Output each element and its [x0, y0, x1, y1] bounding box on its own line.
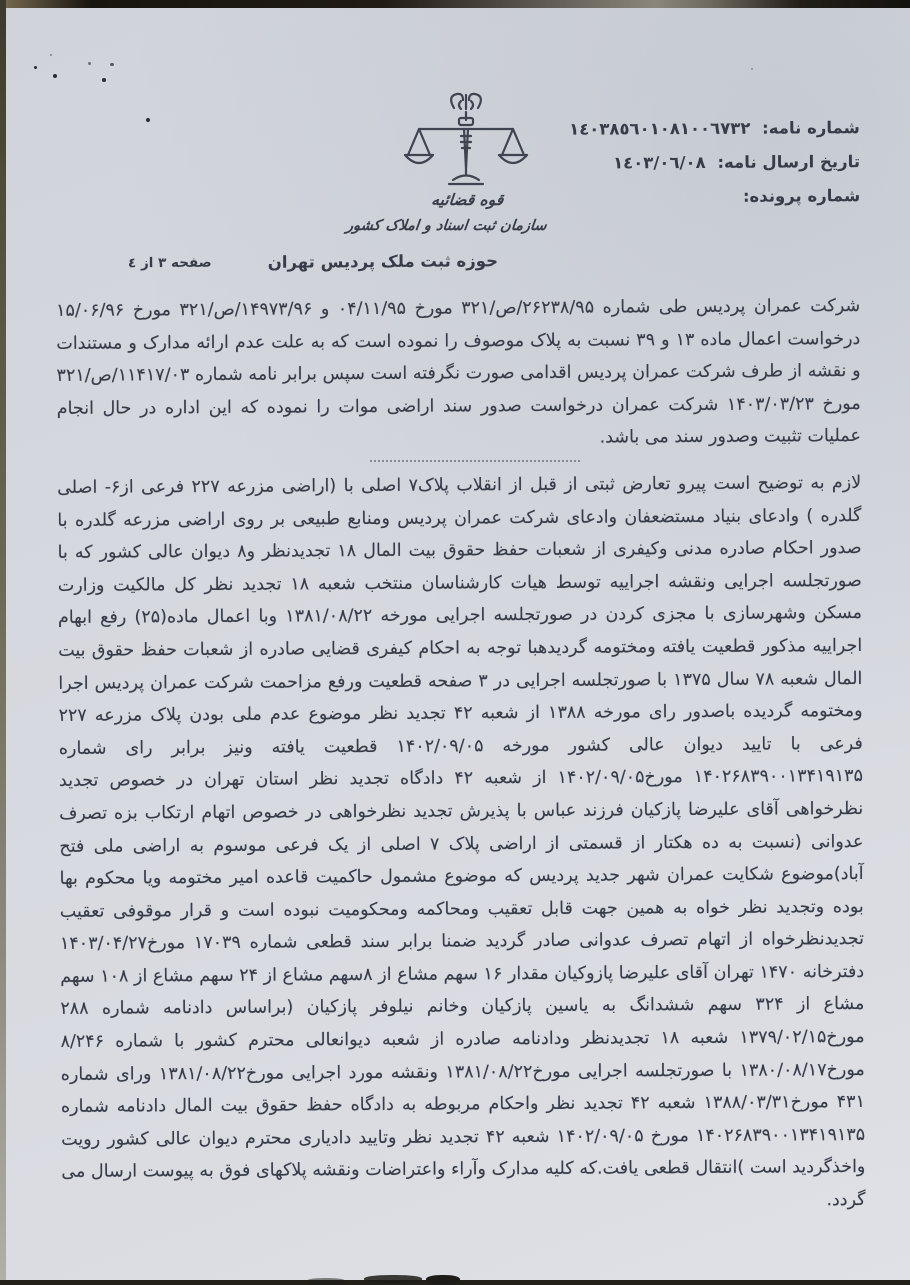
- paper-speck: [110, 63, 114, 66]
- send-date-line: [530, 145, 860, 181]
- body-paragraph-1: شرکت عمران پردیس طی شماره ۲۶۲۳۸/۹۵/ص/۳۲۱ مورخ ۰۴/۱۱/۹۵ و ۱۴۹۷۳/۹۶/ص/۳۲۱ مورخ ۱۵/۰۶/۹۶ درخواست اعمال ماده ۱۳ و ۳۹ نسبت به پلاک موصوف را نموده است که به علت عدم ارائه مدارک و مستندات و نقشه از طرف شرکت عمران پردیس اقدامی صورت نگرفته است سپس برابر نامه شماره ۱۱۴۱۷/۰۳/ص/۳۲۱ مورخ ۱۴۰۳/۰۳/۲۳ شرکت عمران درخواست صدور سند اراضی موات را نموده که این اداره در حال انجام عملیات تثبیت وصدور سند می باشد.: [56, 290, 861, 458]
- case-number-line: [530, 179, 860, 215]
- letter-number-value: ١٤٠٣٨٥٦٠١٠٨١٠٠٦٧٣٢: [569, 119, 750, 139]
- scan-artifact-bottom-mark: [364, 1275, 422, 1283]
- paper-speck: [102, 78, 106, 82]
- registry-office-title: حوزه ثبت ملک پردیس تهران: [278, 251, 498, 272]
- paper-speck: [751, 68, 753, 70]
- judiciary-letterhead-logo: [384, 92, 548, 236]
- letter-body: [56, 290, 866, 1222]
- scales-of-justice-icon: [384, 92, 548, 190]
- body-paragraph-2: لازم به توضیح است پیرو تعارض ثبتی از قبل از انقلاب پلاک۷ اصلی با (اراضی مزرعه ۲۲۷ فرعی از۶- اصلی گلدره ) وادعای بنیاد مستضعفان وادعای شرکت عمران پردیس ومنابع طبیعی بر روی اراضی مزرعه گلدره با صدور احکام صادره مدنی وکیفری از شعبات حفظ حقوق بیت المال ۱۸ تجدیدنظر و۸ دیوان عالی کشور که با صورتجلسه اجرایی ونقشه اجراییه توسط هیات کارشناسان منتخب شعبه ۱۸ تجدید نظر کل مالکیت وزارت مسکن وشهرسازی با مجزی کردن در صورتجلسه اجرایی مورخه ۱۳۸۱/۰۸/۲۲ وبا اعمال ماده(۲۵) رفع ابهام اجراییه مذکور قطعیت یافته ومختومه گردیدهبا توجه به احکام کیفری قضایی صادره از شعبات حفظ حقوق بیت المال شعبه ۷۸ سال ۱۳۷۵ با صورتجلسه اجرایی در ۳ صفحه قطعیت ورفع مزاحمت شرکت عمران پردیس اجرا ومختومه گردیده باصدور رای مورخه ۱۳۸۸ از شعبه ۴۲ تجدید نظر موضوع عدم ملی بودن پلاک مزرعه ۲۲۷ فرعی با تایید دیوان عالی کشور مورخه ۱۴۰۲/۰۹/۰۵ قطعیت یافته ونیز برابر رای شماره ۱۴۰۲۶۸۳۹۰۰۱۳۴۱۹۱۳۵ مورخ۱۴۰۲/۰۹/۰۵ از شعبه ۴۲ دادگاه تجدید نظر استان تهران در خصوص تجدید نظرخواهی آقای علیرضا پازکیان فرزند عباس با پذیرش تجدید نظرخواهی در خصوص اتهام ارتکاب بزه تصرف عدوانی (نسبت به ده هکتار از قسمتی از اراضی پلاک ۷ اصلی از یک فرعی موسوم به اراضی ملی فتح آباد)موضوع شکایت عمران شهر جدید پردیس که موضوع مشمول حاکمیت قاعده امیر مختومه ویا محکوم بها بوده وتجدید نظر خواه به همین جهت قابل تعقیب ومحاکمه ومحکومیت نبوده است و قرار موقوفی تعقیب تجدیدنظرخواه از اتهام تصرف عدوانی صادر گردید ضمنا برابر سند قطعی شماره ۱۷۰۳۹ مورخ۱۴۰۳/۰۴/۲۷ دفترخانه ۱۴۷۰ تهران آقای علیرضا پازوکیان مقدار ۱۶ سهم مشاع از ۸سهم مشاع از ۲۴ سهم مشاع از ۱۰۸ سهم مشاع از ۳۲۴ سهم ششدانگ به یاسین پازکیان وخانم نیلوفر پازکیان (براساس دادنامه شماره ۲۸۸ مورخ۱۳۷۹/۰۲/۱۵ شعبه ۱۸ تجدیدنظر ودادنامه صادره از شعبه دیوانعالی محترم کشور با شماره ۸/۲۴۶ مورخ۱۳۸۰/۰۸/۱۷ با صورتجلسه اجرایی مورخ۱۳۸۱/۰۸/۲۲ ونقشه مورد اجرایی مورخ۱۳۸۱/۰۸/۲۲ ورای شماره ۴۳۱ مورخ۱۳۸۸/۰۳/۳۱ شعبه ۴۲ تجدید نظر واحکام مربوطه به دادگاه حفظ حقوق بیت المال دادنامه شماره ۱۴۰۲۶۸۳۹۰۰۱۳۴۱۹۱۳۵ مورخ ۱۴۰۲/۰۹/۰۵ شعبه ۴۲ تجدید نظر وتایید دادیاری محترم دیوان عالی کشور رویت واخذگردید است )انتقال قطعی یافت.که کلیه مدارک وآراء واعتراضات ونقشه پلاکهای فوق به پیوست ارسال می گردد.: [57, 467, 866, 1222]
- paper-speck: [50, 54, 52, 56]
- registration-org-title: سازمان ثبت اسناد و املاک کشور: [382, 216, 548, 236]
- scan-artifact-bottom-mark: [306, 1278, 346, 1285]
- send-date-label: تاریخ ارسال نامه:: [717, 152, 860, 172]
- scan-artifact-dotted-line: [370, 460, 580, 462]
- letter-number-label: شماره نامه:: [762, 118, 860, 138]
- page-indicator: صفحه ۳ از ٤: [128, 255, 212, 272]
- letter-number-line: [530, 111, 860, 147]
- organization-name: [382, 190, 551, 236]
- judiciary-title: قوه قضائیه: [384, 190, 550, 210]
- photo-background-edge-top: [0, 0, 910, 8]
- paper-speck: [53, 74, 57, 78]
- paper-speck: [34, 66, 37, 69]
- paper-speck: [88, 62, 91, 65]
- send-date-value: ١٤٠٣/٠٦/٠٨: [613, 153, 706, 172]
- paper-speck: [146, 118, 150, 122]
- document-paper: [6, 8, 910, 1280]
- letter-meta-block: [530, 111, 861, 215]
- case-number-label: شماره پرونده:: [743, 186, 860, 206]
